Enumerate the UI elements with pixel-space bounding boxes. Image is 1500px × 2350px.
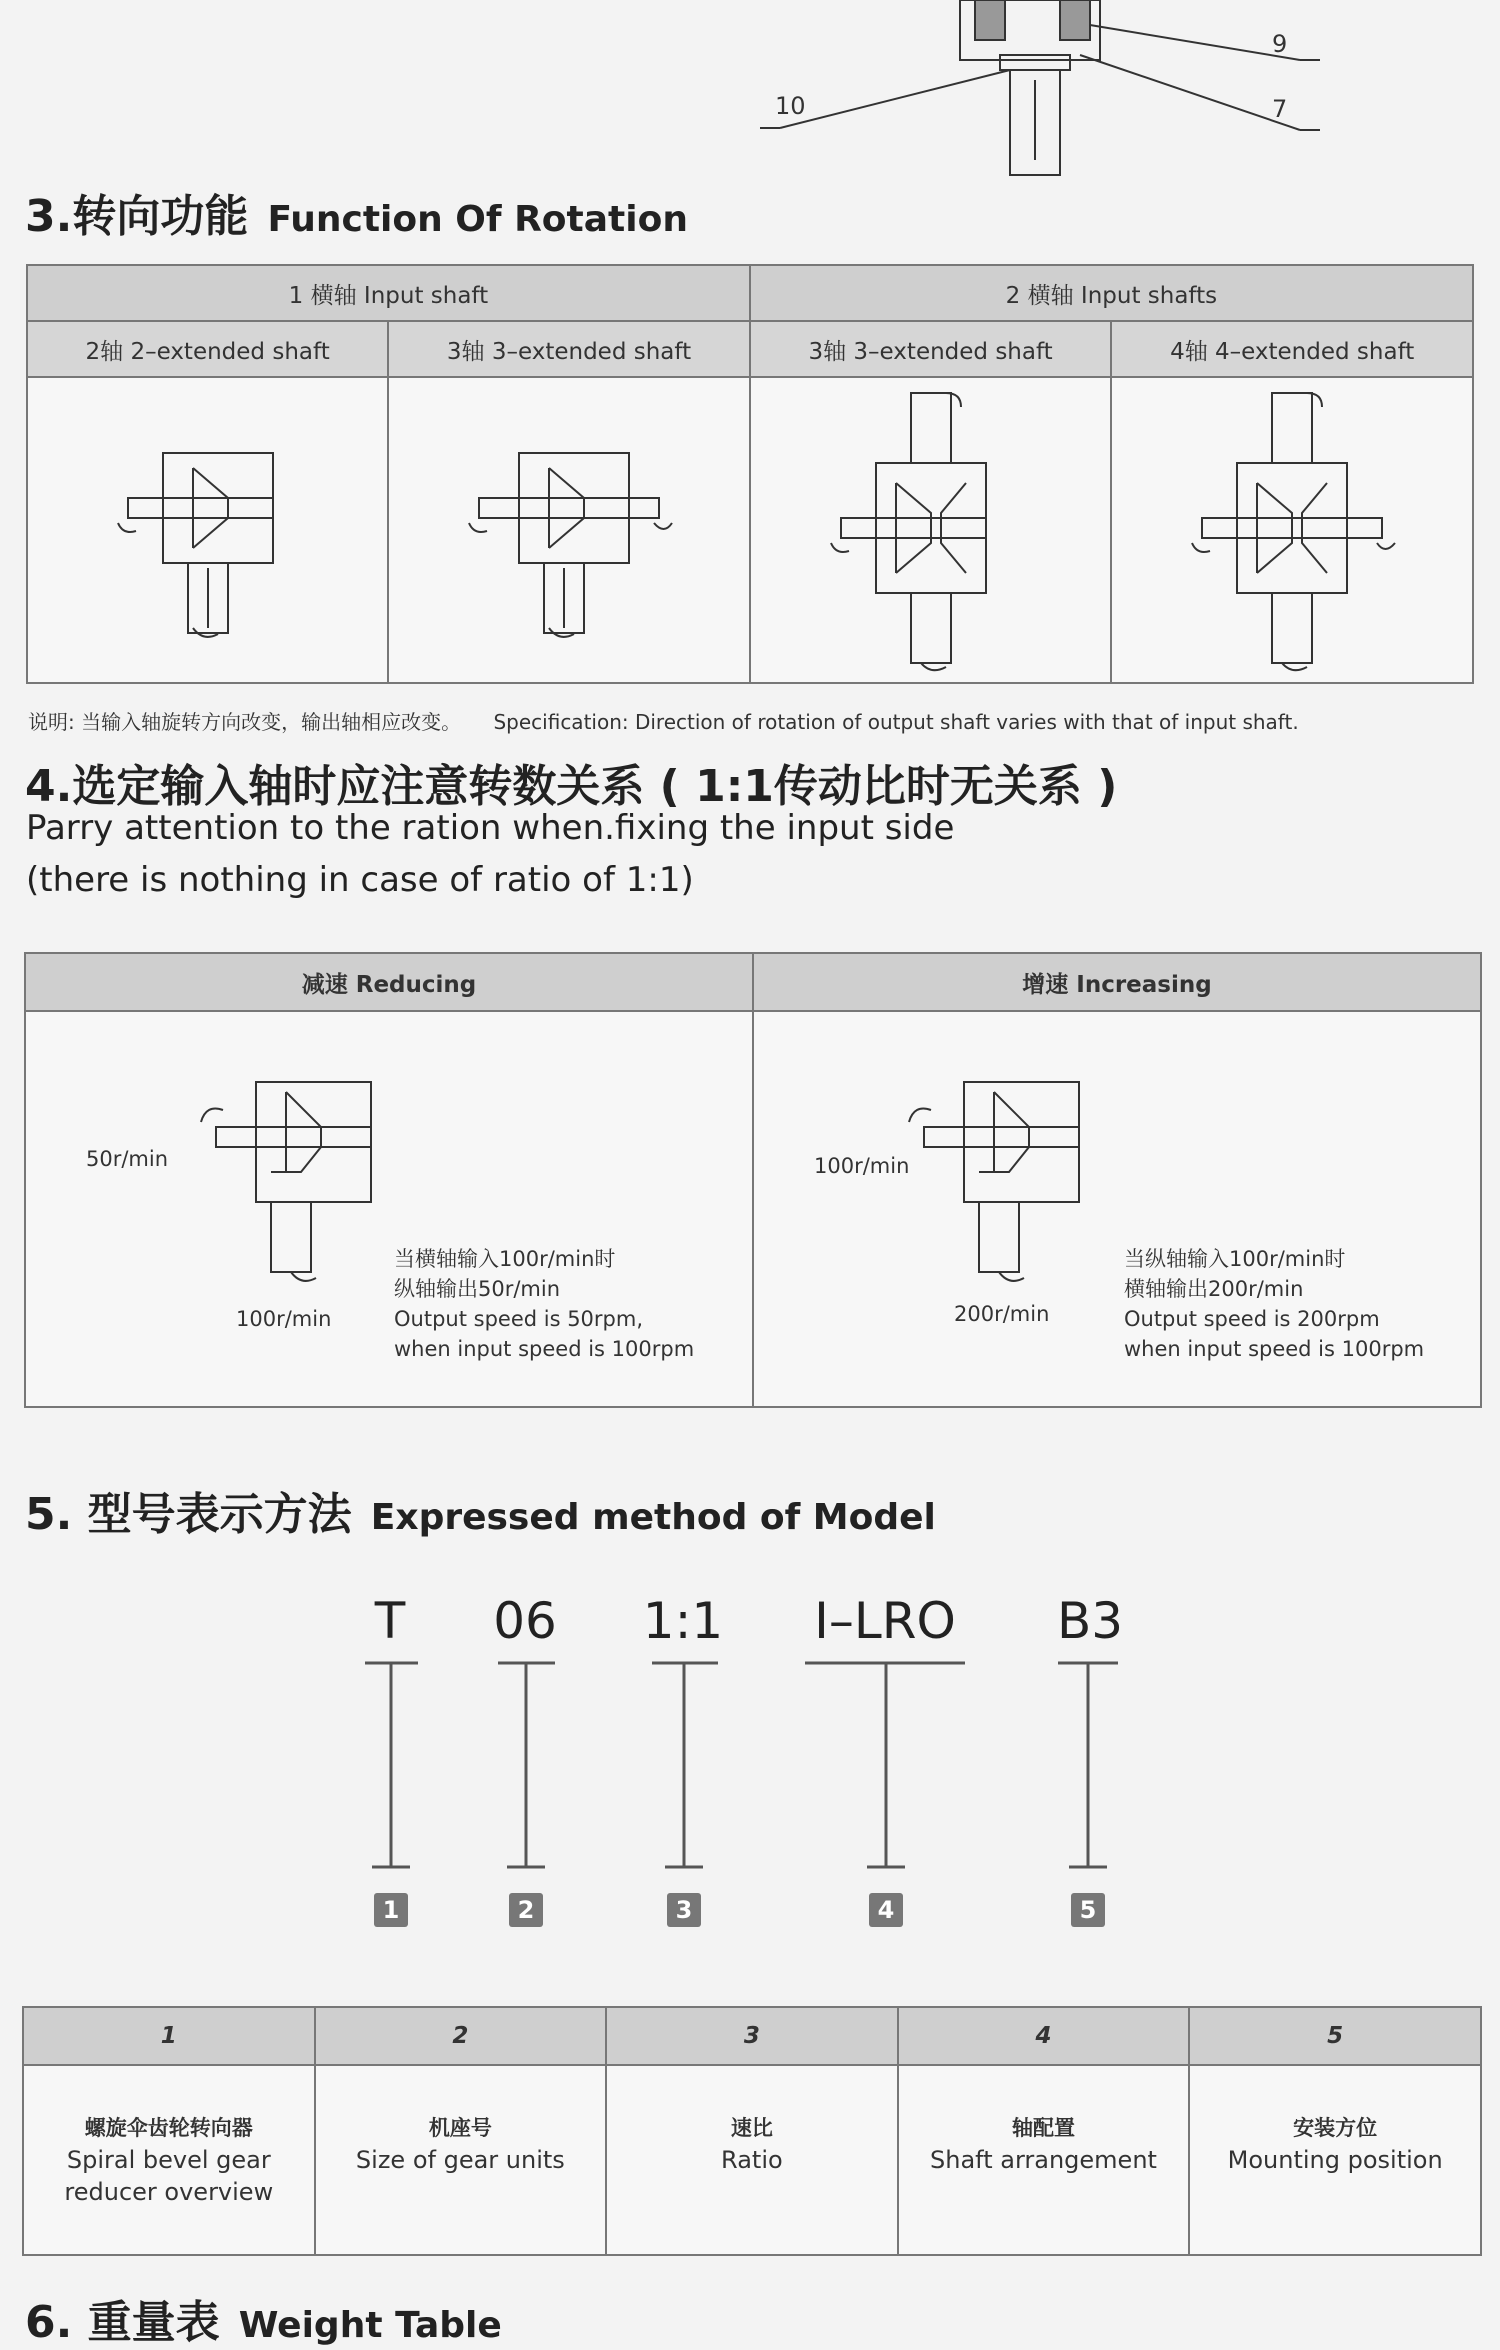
model-badge-5: 5 (1071, 1893, 1105, 1927)
model-badge-3: 3 (667, 1893, 701, 1927)
section5-heading (25, 1478, 936, 1542)
increasing-speed-out: 200r/min (953, 1302, 1050, 1326)
rotation-table (26, 264, 1474, 684)
model-col-num: 5 (1189, 2007, 1481, 2065)
reducing-speed-in: 50r/min (86, 1147, 169, 1171)
model-desc-cell (1189, 2065, 1481, 2255)
section6-title-en: Weight Table (238, 2305, 502, 2346)
diagram-cell-3 (750, 377, 1112, 683)
model-badge-4: 4 (869, 1893, 903, 1927)
model-col-num: 2 (315, 2007, 607, 2065)
model-badge-2: 2 (509, 1893, 543, 1927)
gear-diagram-3shaft-b (821, 383, 1041, 673)
rotation-note-en: Specification: Direction of rotation of output shaft varies with that of input shaft. (493, 710, 1299, 734)
model-code-3: 1:1 (642, 1592, 724, 1650)
col-2-extended: 2轴 2–extended shaft (27, 321, 388, 377)
model-code-4: I–LRO (814, 1592, 956, 1650)
section5-title-cn: 5. 型号表示方法 (25, 1489, 352, 1540)
reducing-diagram (186, 1072, 416, 1302)
section3-heading (25, 180, 688, 244)
model-desc-en: Shaft arrangement (930, 2146, 1157, 2174)
model-desc-cell (315, 2065, 607, 2255)
model-col-num: 1 (23, 2007, 315, 2065)
reducing-desc-line: 当横轴输入100r/min时 (394, 1247, 616, 1271)
section6-heading (25, 2286, 502, 2350)
increasing-desc-line: when input speed is 100rpm (1123, 1337, 1425, 1361)
model-desc-en: Ratio (721, 2146, 783, 2174)
model-code-brackets (0, 1655, 1500, 1875)
group-input-shafts: 2 横轴 Input shafts (750, 265, 1473, 321)
reducing-speed-out: 100r/min (236, 1307, 332, 1331)
gear-diagram-2shaft (108, 413, 308, 643)
header-reducing: 减速 Reducing (25, 953, 753, 1011)
callout-9: 9 (1272, 30, 1288, 58)
diagram-cell-1 (27, 377, 388, 683)
diagram-cell-2 (388, 377, 750, 683)
col-3-extended-b: 3轴 3–extended shaft (750, 321, 1112, 377)
callout-10: 10 (775, 92, 806, 120)
model-desc-cn: 安装方位 (1293, 2116, 1378, 2140)
model-code-1: T (374, 1592, 406, 1650)
increasing-speed-in: 100r/min (813, 1154, 910, 1178)
model-code-5: B3 (1056, 1592, 1124, 1650)
section5-title-en: Expressed method of Model (370, 1497, 936, 1538)
model-desc-cn: 机座号 (428, 2116, 492, 2140)
model-desc-en: Mounting position (1227, 2146, 1443, 2174)
reducing-desc-line: when input speed is 100rpm (394, 1337, 695, 1361)
rotation-note-cn: 说明: 当输入轴旋转方向改变，输出轴相应改变。 (28, 710, 462, 734)
reducing-desc-line: Output speed is 50rpm, (394, 1307, 644, 1331)
section3-title-en: Function Of Rotation (267, 199, 688, 240)
ratio-table (24, 952, 1482, 1408)
model-desc-cn: 轴配置 (1011, 2116, 1075, 2140)
col-4-extended: 4轴 4–extended shaft (1111, 321, 1473, 377)
model-code-2: 06 (493, 1592, 557, 1650)
model-col-num: 3 (606, 2007, 898, 2065)
model-desc-cn: 螺旋伞齿轮转向器 (84, 2116, 253, 2140)
section4-title-en2: (there is nothing in case of ratio of 1:1) (26, 860, 694, 900)
reducing-desc (394, 1244, 694, 1364)
reducing-cell (25, 1011, 753, 1407)
col-3-extended-a: 3轴 3–extended shaft (388, 321, 750, 377)
reducing-desc-line: 纵轴输出50r/min (394, 1277, 561, 1301)
callout-7: 7 (1272, 95, 1288, 123)
group-input-shaft: 1 横轴 Input shaft (27, 265, 750, 321)
model-desc-cell (606, 2065, 898, 2255)
gear-diagram-3shaft-a (459, 413, 679, 643)
model-badge-1: 1 (374, 1893, 408, 1927)
model-desc-en: Spiral bevel gear (66, 2146, 271, 2174)
rotation-note (28, 706, 1299, 735)
model-desc-en: reducer overview (64, 2178, 274, 2206)
increasing-cell (753, 1011, 1481, 1407)
gear-diagram-4shaft (1182, 383, 1402, 673)
section3-title-cn: 3.转向功能 (25, 191, 249, 242)
model-desc-cell (898, 2065, 1190, 2255)
increasing-desc-line: Output speed is 200rpm (1123, 1307, 1380, 1331)
section4-title-en1: Parry attention to the ration when.fixing the input side (26, 808, 955, 848)
diagram-cell-4 (1111, 377, 1473, 683)
increasing-desc (1124, 1244, 1424, 1364)
section4-title-cn: 4.选定输入轴时应注意转数关系 ( 1:1传动比时无关系 ) (25, 761, 1118, 812)
model-desc-cn: 速比 (730, 2116, 773, 2140)
model-desc-cell (23, 2065, 315, 2255)
model-col-num: 4 (898, 2007, 1190, 2065)
header-increasing: 增速 Increasing (753, 953, 1481, 1011)
model-desc-en: Size of gear units (355, 2146, 565, 2174)
increasing-desc-line: 当纵轴输入100r/min时 (1123, 1247, 1346, 1271)
increasing-desc-line: 横轴输出200r/min (1123, 1277, 1304, 1301)
model-table (22, 2006, 1482, 2256)
section6-title-cn: 6. 重量表 (25, 2297, 220, 2348)
top-shaft-drawing (760, 0, 1320, 180)
increasing-diagram (894, 1072, 1124, 1302)
